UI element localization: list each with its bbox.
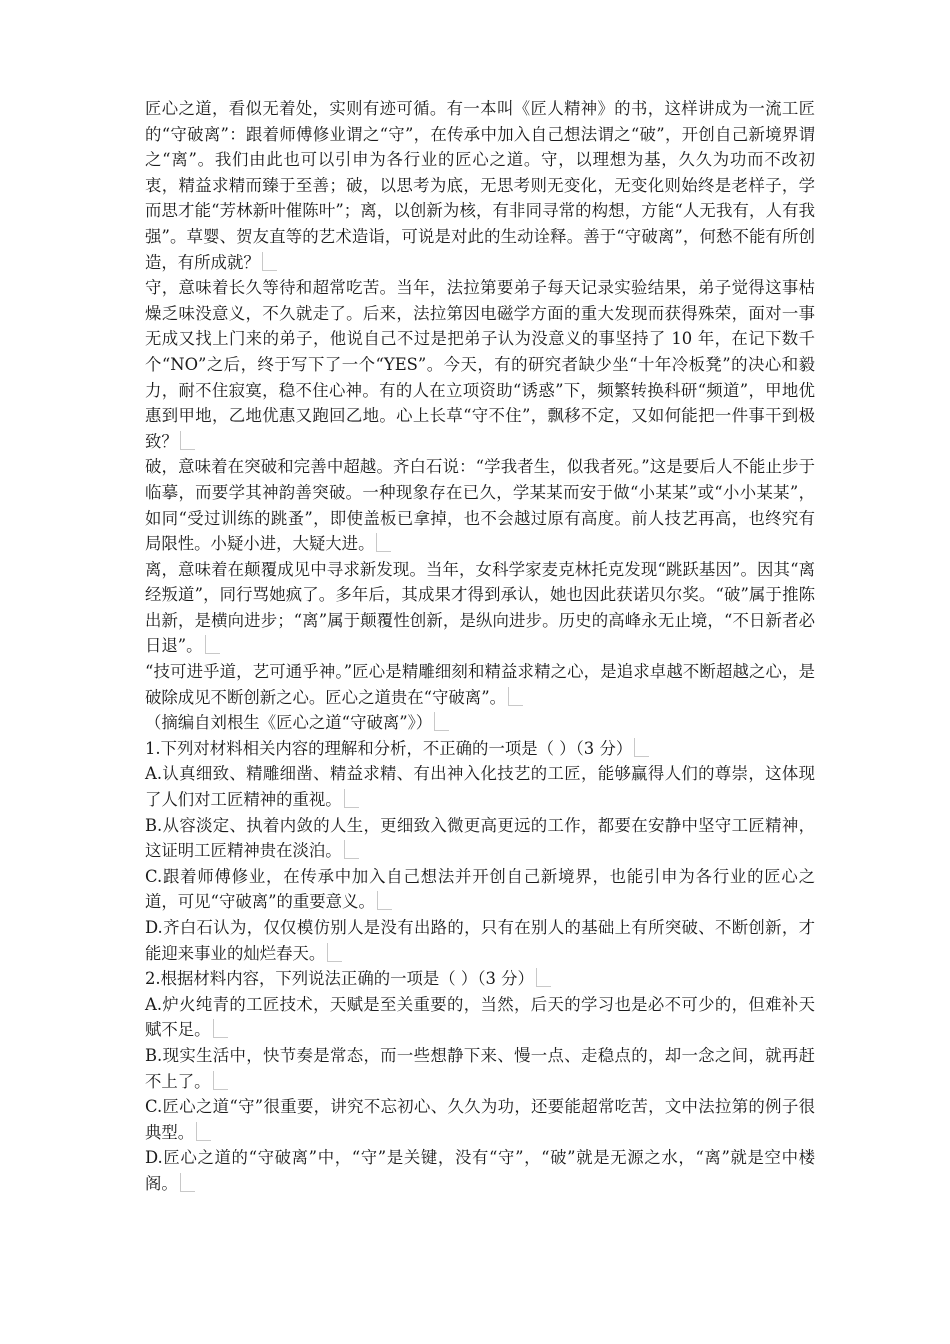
option-d: D.匠心之道的“守破离”中，“守”是关键，没有“守”，“破”就是无源之水，“离”就是空中楼阁。 [145, 1145, 815, 1196]
article-paragraph-1: 匠心之道，看似无着处，实则有迹可循。有一本叫《匠人精神》的书，这样讲成为一流工匠的“守破离”：跟着师傅修业谓之“守”，在传承中加入自己想法谓之“破”，开创自己新境界谓之“离”。我们由此也可以引申为各行业的匠心之道。守，以理想为基，久久为功而不改初衷，精益求精而臻于至善；破，以思考为底，无思考则无变化，无变化则始终是老样子，学而思才能“芳林新叶催陈叶”；离，以创新为核，有非同寻常的构想，方能“人无我有，人有我强”。草婴、贺友直等的艺术造诣，可说是对此的生动诠释。善于“守破离”，何愁不能有所创造，有所成就？ [145, 96, 815, 275]
option-a: A.炉火纯青的工匠技术，天赋是至关重要的，当然，后天的学习也是必不可少的，但难补天赋不足。 [145, 992, 815, 1043]
option-a: A.认真细致、精雕细凿、精益求精、有出神入化技艺的工匠，能够赢得人们的尊崇，这体现了人们对工匠精神的重视。 [145, 761, 815, 812]
option-c: C.匠心之道“守”很重要，讲究不忘初心、久久为功，还要能超常吃苦，文中法拉第的例子很典型。 [145, 1094, 815, 1145]
question-stem: 2.根据材料内容，下列说法正确的一项是（ ）（3 分） [145, 966, 815, 992]
question-2 [145, 966, 815, 1196]
option-b: B.现实生活中，快节奏是常态，而一些想静下来、慢一点、走稳点的，却一念之间，就再赶不上了。 [145, 1043, 815, 1094]
document-page [145, 96, 815, 1197]
article-source: （摘编自刘根生《匠心之道“守破离”》） [145, 710, 815, 736]
option-c: C.跟着师傅修业，在传承中加入自己想法并开创自己新境界，也能引申为各行业的匠心之道，可见“守破离”的重要意义。 [145, 864, 815, 915]
article-paragraph-2: 守，意味着长久等待和超常吃苦。当年，法拉第要弟子每天记录实验结果，弟子觉得这事枯燥乏味没意义，不久就走了。后来，法拉第因电磁学方面的重大发现而获得殊荣，面对一事无成又找上门来的弟子，他说自己不过是把弟子认为没意义的事坚持了 10 年，在记下数千个“NO”之后，终于写下了一个“YES”。今天，有的研究者缺少坐“十年冷板凳”的决心和毅力，耐不住寂寞，稳不住心神。有的人在立项资助“诱惑”下，频繁转换科研“频道”，甲地优惠到甲地，乙地优惠又跑回乙地。心上长草“守不住”，飘移不定，又如何能把一件事干到极致？ [145, 275, 815, 454]
option-d: D.齐白石认为，仅仅模仿别人是没有出路的，只有在别人的基础上有所突破、不断创新，才能迎来事业的灿烂春天。 [145, 915, 815, 966]
article-paragraph-4: 离，意味着在颠覆成见中寻求新发现。当年，女科学家麦克林托克发现“跳跃基因”。因其“离经叛道”，同行骂她疯了。多年后，其成果才得到承认，她也因此获诺贝尔奖。“破”属于推陈出新，是横向进步；“离”属于颠覆性创新，是纵向进步。历史的高峰永无止境，“不日新者必日退”。 [145, 557, 815, 659]
article-paragraph-3: 破，意味着在突破和完善中超越。齐白石说：“学我者生，似我者死。”这是要后人不能止步于临摹，而要学其神韵善突破。一种现象存在已久，学某某而安于做“小某某”或“小小某某”，如同“受过训练的跳蚤”，即使盖板已拿掉，也不会越过原有高度。前人技艺再高，也终究有局限性。小疑小进，大疑大进。 [145, 454, 815, 556]
question-stem: 1.下列对材料相关内容的理解和分析，不正确的一项是（ ）（3 分） [145, 736, 815, 762]
article-paragraph-5: “技可进乎道，艺可通乎神。”匠心是精雕细刻和精益求精之心，是追求卓越不断超越之心，是破除成见不断创新之心。匠心之道贵在“守破离”。 [145, 659, 815, 710]
option-b: B.从容淡定、执着内敛的人生，更细致入微更高更远的工作，都要在安静中坚守工匠精神，这证明工匠精神贵在淡泊。 [145, 813, 815, 864]
question-1 [145, 736, 815, 966]
